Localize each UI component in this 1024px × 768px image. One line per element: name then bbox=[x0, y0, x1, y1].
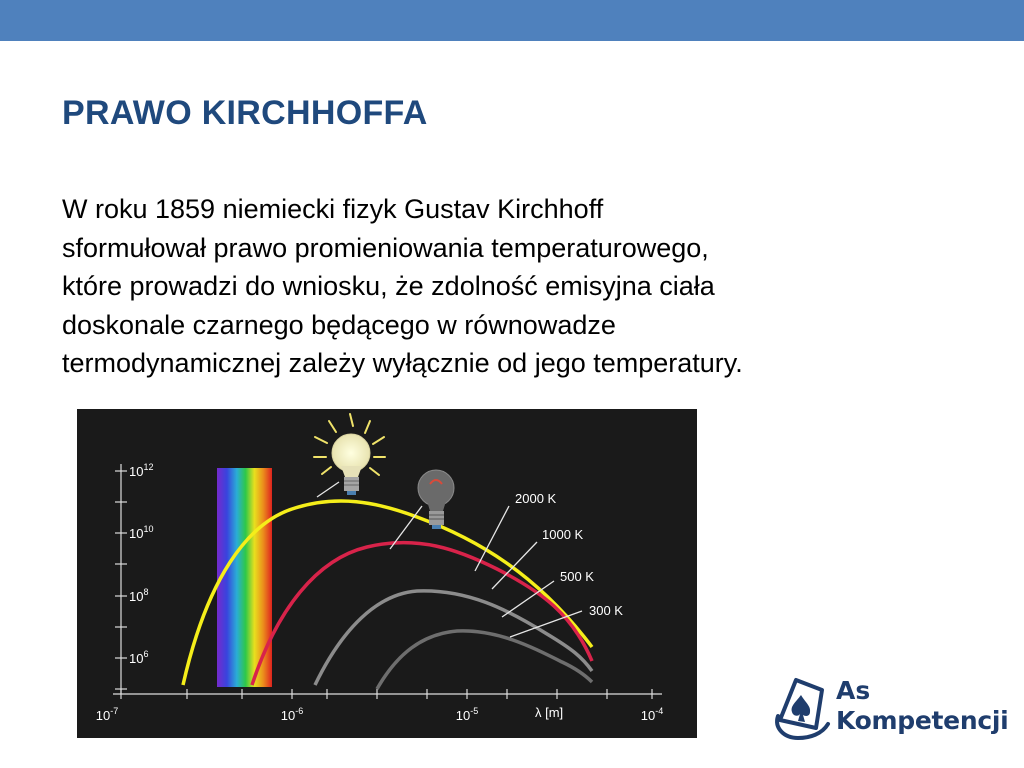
x-tick-label: $10^{-7}$ bbox=[95, 706, 119, 723]
x-tick-label: $10^{-6}$ bbox=[280, 706, 304, 723]
top-accent-bar bbox=[0, 0, 1024, 41]
slide-body-text bbox=[62, 190, 962, 383]
logo-line-2: Kompetencji bbox=[836, 706, 1009, 735]
body-line: sformułował prawo promieniowania temperaturowego, bbox=[62, 232, 709, 263]
logo-line-1: As bbox=[836, 676, 871, 705]
y-tick-label: $10^8$ bbox=[129, 587, 149, 604]
body-line: doskonale czarnego będącego w równowadze bbox=[62, 309, 616, 340]
body-line: termodynamicznej zależy wyłącznie od jego temperatury. bbox=[62, 348, 743, 378]
blackbody-radiation-chart bbox=[77, 409, 697, 738]
spade-icon bbox=[770, 676, 832, 742]
x-tick-label: $10^{-4}$ bbox=[640, 706, 664, 723]
body-line: które prowadzi do wniosku, że zdolność emisyjna ciała bbox=[62, 271, 715, 301]
series-label-2000k: 2000 K bbox=[515, 491, 557, 506]
chart-background bbox=[77, 409, 697, 738]
x-axis-label: λ [m] bbox=[535, 705, 564, 720]
as-kompetencji-logo bbox=[770, 676, 1009, 742]
chart-svg bbox=[77, 409, 697, 738]
series-label-1000k: 1000 K bbox=[542, 527, 584, 542]
y-tick-label: $10^{12}$ bbox=[129, 462, 154, 479]
series-label-300k: 300 K bbox=[589, 603, 623, 618]
y-tick-label: $10^6$ bbox=[129, 649, 149, 666]
series-label-500k: 500 K bbox=[560, 569, 594, 584]
slide-title: PRAWO KIRCHHOFFA bbox=[62, 94, 428, 132]
y-tick-label: $10^{10}$ bbox=[129, 524, 154, 541]
logo-text bbox=[836, 676, 1008, 736]
x-tick-label: $10^{-5}$ bbox=[455, 706, 479, 723]
body-line: W roku 1859 niemiecki fizyk Gustav Kirchhoff bbox=[62, 194, 604, 224]
